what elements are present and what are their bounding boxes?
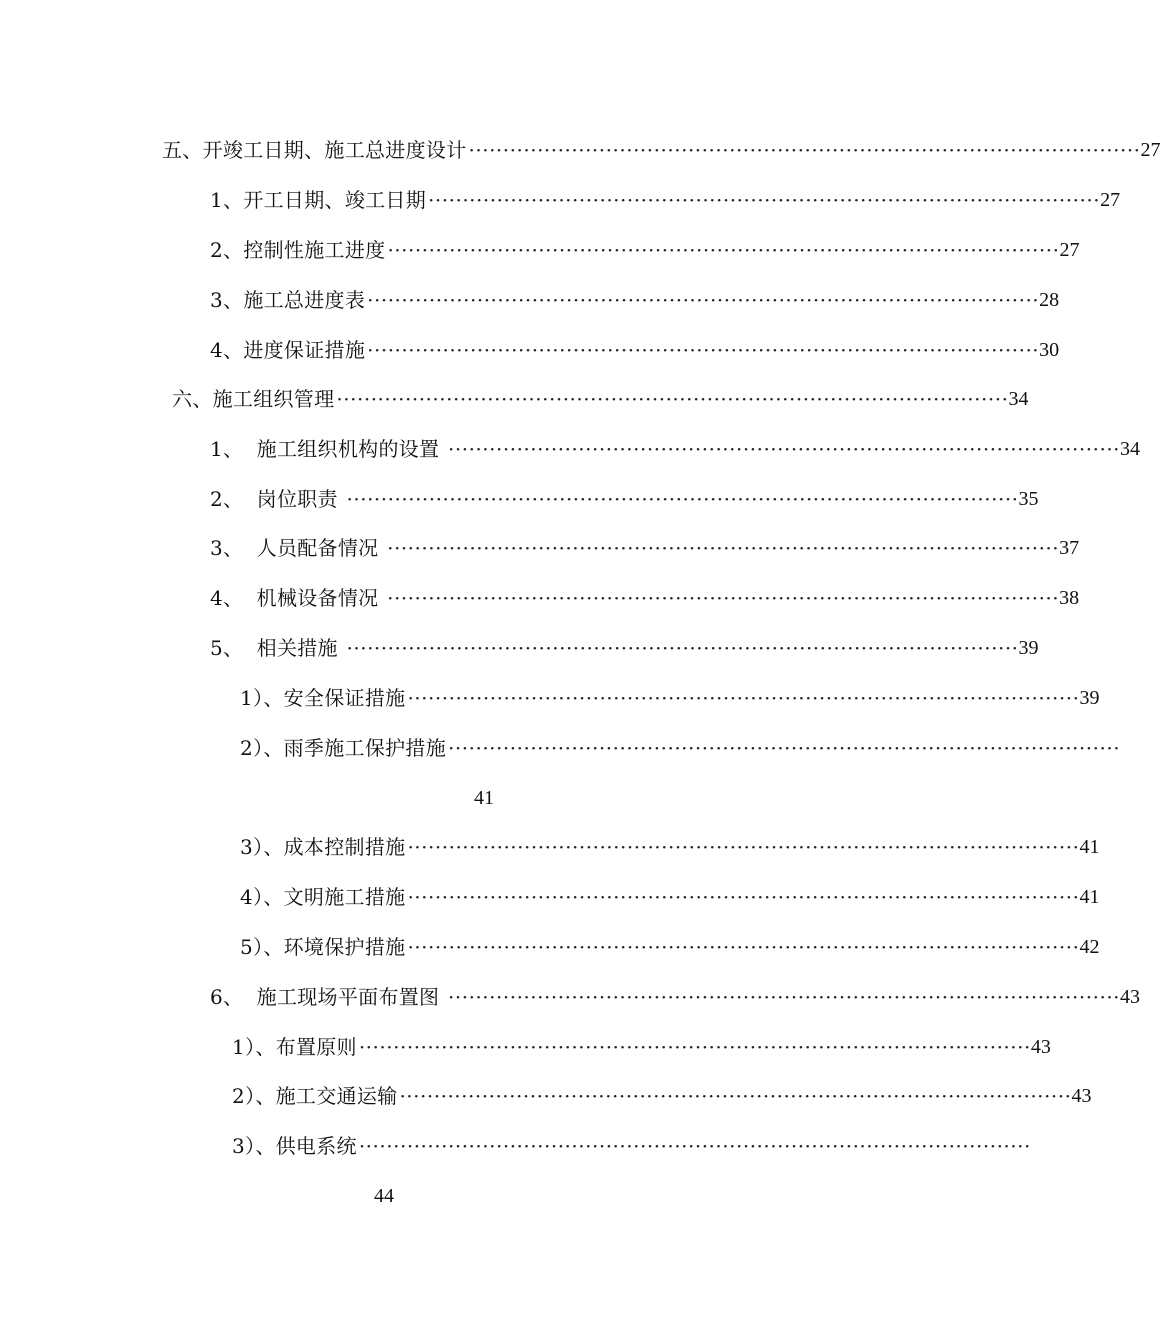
toc-page-number: 38	[1059, 587, 1080, 609]
toc-leader-dots: ··································································································	[387, 536, 1060, 560]
toc-leader-dots: ··································································································	[407, 686, 1080, 710]
toc-entry-title: 2、控制性施工进度	[210, 238, 386, 262]
toc-page-number: 43	[1030, 1036, 1051, 1058]
toc-leader-dots: ··································································································	[448, 437, 1121, 461]
toc-entry[interactable]	[0, 1081, 1092, 1111]
toc-page-number: 41	[1079, 886, 1100, 908]
toc-entry[interactable]	[0, 285, 1060, 315]
toc-entry-title: 1）、安全保证措施	[240, 686, 406, 710]
toc-page-number: 42	[1079, 936, 1100, 958]
toc-entry-title: 5）、环境保护措施	[240, 935, 406, 959]
toc-entry-title: 五、开竣工日期、施工总进度设计	[162, 138, 467, 162]
toc-leader-dots: ··································································································	[448, 736, 1121, 760]
toc-leader-dots: ··································································································	[387, 238, 1060, 262]
toc-entry-title: 4、进度保证措施	[210, 338, 366, 362]
toc-page-number: 28	[1039, 289, 1060, 311]
toc-entry-title: 3、 人员配备情况	[210, 536, 386, 560]
toc-entry[interactable]	[0, 484, 1039, 514]
toc-page-number: 43	[1071, 1085, 1092, 1107]
toc-leader-dots: ··································································································	[407, 835, 1080, 859]
toc-page-number: 27	[1059, 239, 1080, 261]
toc-entry[interactable]	[0, 832, 1100, 862]
toc-entry-title: 1、 施工组织机构的设置	[210, 437, 446, 461]
toc-entry[interactable]	[0, 982, 1141, 1012]
toc-leader-dots: ··································································································	[448, 985, 1121, 1009]
toc-entry[interactable]	[0, 533, 1080, 563]
toc-leader-dots: ··································································································	[346, 636, 1019, 660]
toc-leader-dots: ··································································································	[407, 935, 1080, 959]
toc-leader-dots: ··································································································	[358, 1134, 1031, 1158]
toc-entry-title: 2）、雨季施工保护措施	[240, 736, 447, 760]
toc-entry[interactable]	[0, 235, 1080, 265]
toc-leader-dots: ··································································································	[428, 188, 1101, 212]
toc-entry-title: 5、 相关措施	[210, 636, 345, 660]
toc-leader-dots: ··································································································	[358, 1035, 1031, 1059]
toc-leader-dots: ··································································································	[407, 885, 1080, 909]
toc-entry[interactable]	[0, 185, 1121, 215]
toc-page-number: 34	[1008, 388, 1029, 410]
toc-page-number: 34	[1120, 438, 1141, 460]
toc-entry-title: 3）、成本控制措施	[240, 835, 406, 859]
toc-entry[interactable]	[0, 733, 1121, 763]
toc-leader-dots: ··································································································	[336, 387, 1009, 411]
toc-entry[interactable]	[0, 633, 1039, 663]
toc-entry-title: 3）、供电系统	[232, 1134, 357, 1158]
toc-page-number: 37	[1059, 537, 1080, 559]
toc-entry-title: 4）、文明施工措施	[240, 885, 406, 909]
toc-page-number: 41	[1079, 836, 1100, 858]
toc-leader-dots: ··································································································	[367, 288, 1040, 312]
toc-entry[interactable]	[0, 1131, 1031, 1161]
toc-page-number: 27	[1100, 189, 1121, 211]
toc-entry-title: 六、施工组织管理	[172, 387, 335, 411]
toc-entry[interactable]	[0, 932, 1100, 962]
toc-entry-title: 1）、布置原则	[232, 1035, 357, 1059]
toc-entry[interactable]	[0, 434, 1141, 464]
toc-entry-title: 1、开工日期、竣工日期	[210, 188, 427, 212]
toc-leader-dots: ··································································································	[367, 338, 1040, 362]
toc-entry[interactable]	[0, 384, 1029, 414]
toc-page-number: 27	[1140, 139, 1161, 161]
toc-page-number: 41	[474, 787, 494, 809]
toc-entry-title: 6、 施工现场平面布置图	[210, 985, 446, 1009]
toc-leader-dots: ··································································································	[346, 487, 1019, 511]
toc-page-number: 39	[1079, 687, 1100, 709]
toc-entry[interactable]	[0, 583, 1080, 613]
toc-entry-title: 2）、施工交通运输	[232, 1084, 398, 1108]
toc-page-number: 39	[1018, 637, 1039, 659]
toc-entry-title: 2、 岗位职责	[210, 487, 345, 511]
toc-entry[interactable]	[0, 683, 1100, 713]
toc-page-number: 43	[1120, 986, 1141, 1008]
toc-leader-dots: ··································································································	[387, 586, 1060, 610]
toc-leader-dots: ··································································································	[399, 1084, 1072, 1108]
toc-entry-title: 4、 机械设备情况	[210, 586, 386, 610]
toc-entry[interactable]	[0, 882, 1100, 912]
toc-page-number: 35	[1018, 488, 1039, 510]
toc-page-number: 44	[374, 1185, 394, 1207]
toc-leader-dots: ··································································································	[468, 138, 1141, 162]
toc-entry[interactable]	[0, 1032, 1051, 1062]
toc-page-number: 30	[1039, 339, 1060, 361]
toc-entry[interactable]	[0, 335, 1060, 365]
toc-entry[interactable]	[0, 135, 1161, 165]
toc-entry-title: 3、施工总进度表	[210, 288, 366, 312]
